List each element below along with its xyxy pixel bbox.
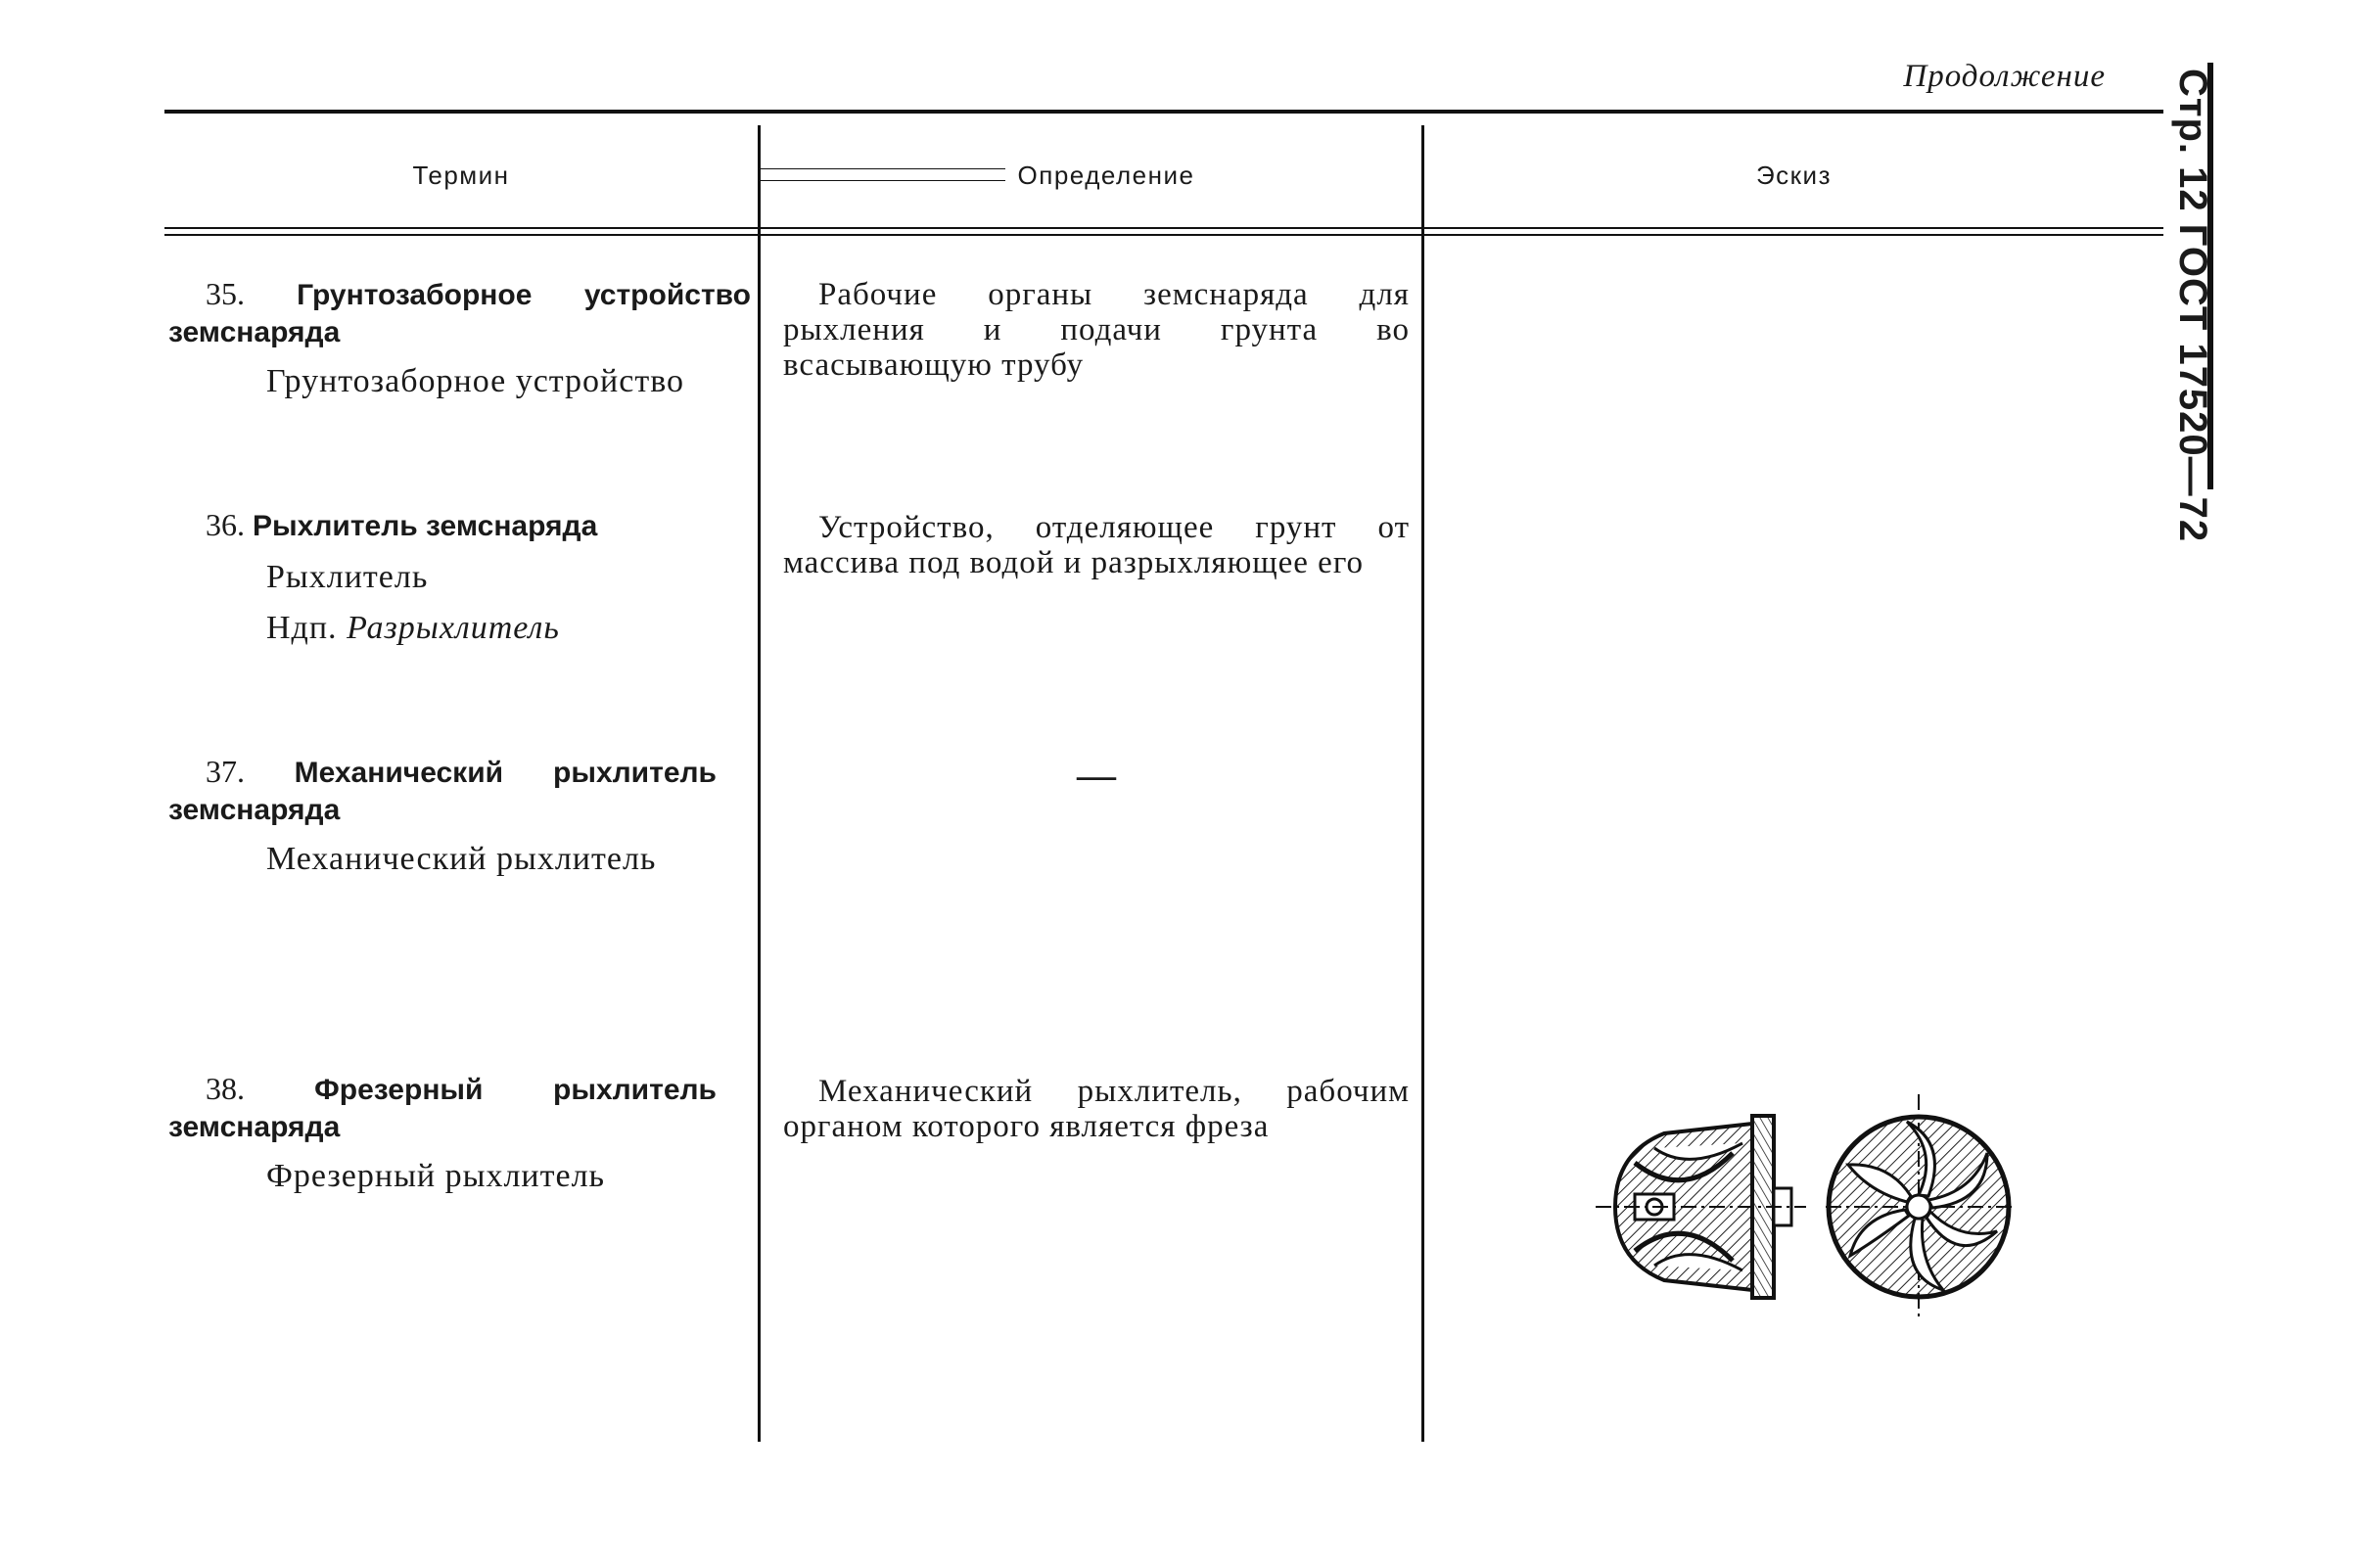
term-38-number: 38. (206, 1071, 245, 1106)
term-36-number: 36. (206, 507, 245, 542)
column-header-sketch: Эскиз (1755, 161, 1832, 190)
term-37-name: Механический рыхлитель земснаряда (168, 757, 717, 826)
cutter-head-sketch-icon (1596, 1094, 2046, 1319)
page-side-label: Стр. 12 ГОСТ 17520—72 (2171, 69, 2214, 543)
term-36-name: Рыхлитель земснаряда (253, 510, 598, 542)
term-36-ndp (266, 609, 560, 648)
term-35-title (168, 276, 751, 350)
term-37-synonym: Механический рыхлитель (266, 841, 657, 877)
definition-35: Рабочие органы земснаряда для рыхления и подачи грунта во всасывающую трубу (783, 277, 1410, 383)
term-36-ndp-prefix: Ндп. (266, 610, 338, 646)
term-38-title (168, 1071, 717, 1145)
table-header-rule-2 (164, 234, 2163, 236)
table-top-rule (164, 110, 2163, 114)
term-35-synonym: Грунтозаборное устройство (266, 363, 685, 399)
term-36-ndp-term: Разрыхлитель (347, 610, 560, 646)
definition-37-dash: — (1077, 753, 1116, 797)
cutter-side-view (1596, 1116, 1806, 1298)
column-divider-1 (758, 125, 761, 1442)
term-36-synonym: Рыхлитель (266, 559, 429, 595)
definition-38: Механический рыхлитель, рабочим органом которого является фреза (783, 1074, 1410, 1144)
column-header-term: Термин (412, 161, 510, 190)
table-header-rule-1 (164, 227, 2163, 229)
term-35-name: Грунтозаборное устройство земснаряда (168, 279, 752, 348)
term-36-title (168, 507, 751, 544)
column-header-definition: Определение (1017, 161, 1195, 190)
cutter-front-view (1826, 1094, 2017, 1319)
term-37-title (168, 754, 717, 828)
column-divider-2 (1421, 125, 1424, 1442)
term-35-number: 35. (206, 276, 245, 311)
term-38-synonym: Фрезерный рыхлитель (266, 1158, 606, 1194)
definition-36: Устройство, отделяющее грунт от массива под водой и разрыхляющее его (783, 510, 1410, 580)
term-38-name: Фрезерный рыхлитель земснаряда (168, 1074, 718, 1143)
continuation-label: Продолжение (1903, 59, 2106, 94)
term-37-number: 37. (206, 754, 245, 789)
